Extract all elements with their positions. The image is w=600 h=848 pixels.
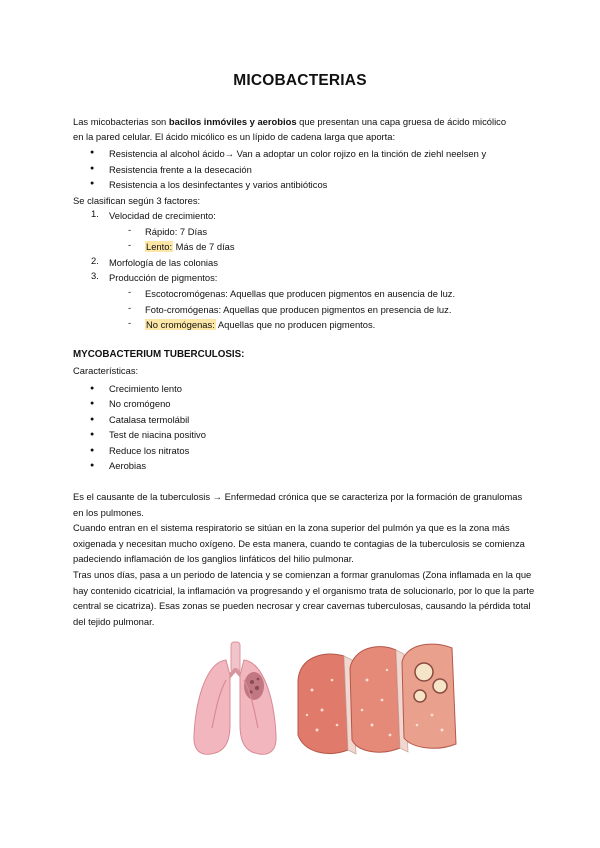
pigment-non: No cromógenas: Aquellas que no producen pigmentos. bbox=[146, 319, 376, 330]
list-number: 3. bbox=[91, 270, 99, 281]
characteristic-item: Test de niacina positivo bbox=[109, 429, 206, 440]
bullet-icon: ● bbox=[90, 416, 95, 423]
section-heading: MYCOBACTERIUM TUBERCULOSIS: bbox=[73, 349, 245, 360]
lungs-illustration bbox=[188, 640, 283, 765]
pigment-photo: Foto-cromógenas: Aquellas que producen pigmentos en presencia de luz. bbox=[145, 304, 452, 315]
bullet-icon: ● bbox=[90, 385, 95, 392]
lung-tissue-illustration bbox=[292, 640, 462, 765]
characteristic-item: No cromógeno bbox=[109, 398, 171, 409]
intro-line-2: en la pared celular. El ácido micólico es un lípido de cadena larga que aporta: bbox=[73, 131, 396, 142]
growth-fast: Rápido: 7 Días bbox=[145, 226, 208, 237]
paragraph: Es el causante de la tuberculosis → Enfermedad crónica que se caracteriza por la formación de granulomas en los pulmones. bbox=[73, 491, 523, 518]
growth-slow: Lento: Más de 7 días bbox=[146, 241, 235, 252]
property-item: Resistencia frente a la desecación bbox=[109, 164, 252, 175]
bullet-icon: ● bbox=[90, 400, 95, 407]
property-item: Resistencia a los desinfectantes y varios antibióticos bbox=[109, 179, 328, 190]
property-item: Resistencia al alcohol ácido→ Van a adoptar un color rojizo en la tinción de ziehl neelsen y bbox=[109, 148, 487, 159]
paragraph: Cuando entran en el sistema respiratorio se sitúan en la zona superior del pulmón ya que es la zona más oxigenada y necesitan mucho oxígeno. De esta manera, cuando te contagias de la tuberculosis se comienza padeciendo inflamación de los ganglios linfáticos del hilio pulmonar. bbox=[73, 522, 525, 565]
characteristic-item: Catalasa termolábil bbox=[109, 414, 190, 425]
list-number: 2. bbox=[91, 255, 99, 266]
bullet-icon: ● bbox=[90, 431, 95, 438]
pigment-scoto: Escotocromógenas: Aquellas que producen pigmentos en ausencia de luz. bbox=[145, 288, 456, 299]
characteristic-item: Aerobias bbox=[109, 460, 147, 471]
characteristic-item: Crecimiento lento bbox=[109, 383, 182, 394]
figure-row bbox=[180, 640, 460, 770]
list-number: 1. bbox=[91, 208, 99, 219]
bullet-icon: ● bbox=[90, 165, 95, 172]
bullet-icon: ● bbox=[90, 447, 95, 454]
dash-marker: - bbox=[128, 239, 132, 250]
factor-item: Morfología de las colonias bbox=[109, 257, 218, 268]
classify-intro: Se clasifican según 3 factores: bbox=[73, 195, 201, 206]
bullet-icon: ● bbox=[90, 180, 95, 187]
paragraph: Tras unos días, pasa a un periodo de latencia y se comienzan a formar granulomas (Zona inflamada en la que hay contenido cicatricial, la inflamación va progresando y el organismo trata de solucionarlo, por lo que la parte central se cicatriza). Esas zonas se pueden necrosar y crear cavernas tuberculosas, causando la pérdida total del tejido pulmonar. bbox=[73, 569, 535, 627]
bullet-icon: ● bbox=[90, 149, 95, 156]
factor-item: Velocidad de crecimiento: bbox=[109, 210, 216, 221]
page-title: MICOBACTERIAS bbox=[233, 72, 367, 89]
dash-marker: - bbox=[128, 302, 132, 313]
intro-line-1: Las micobacterias son bacilos inmóviles y aerobios que presentan una capa gruesa de ácido micólico bbox=[73, 116, 507, 127]
dash-marker: - bbox=[128, 286, 132, 297]
dash-marker: - bbox=[128, 317, 132, 328]
characteristic-item: Reduce los nitratos bbox=[109, 445, 190, 456]
characteristics-label: Características: bbox=[73, 365, 139, 376]
dash-marker: - bbox=[128, 224, 132, 235]
bullet-icon: ● bbox=[90, 462, 95, 469]
factor-item: Producción de pigmentos: bbox=[109, 272, 218, 283]
